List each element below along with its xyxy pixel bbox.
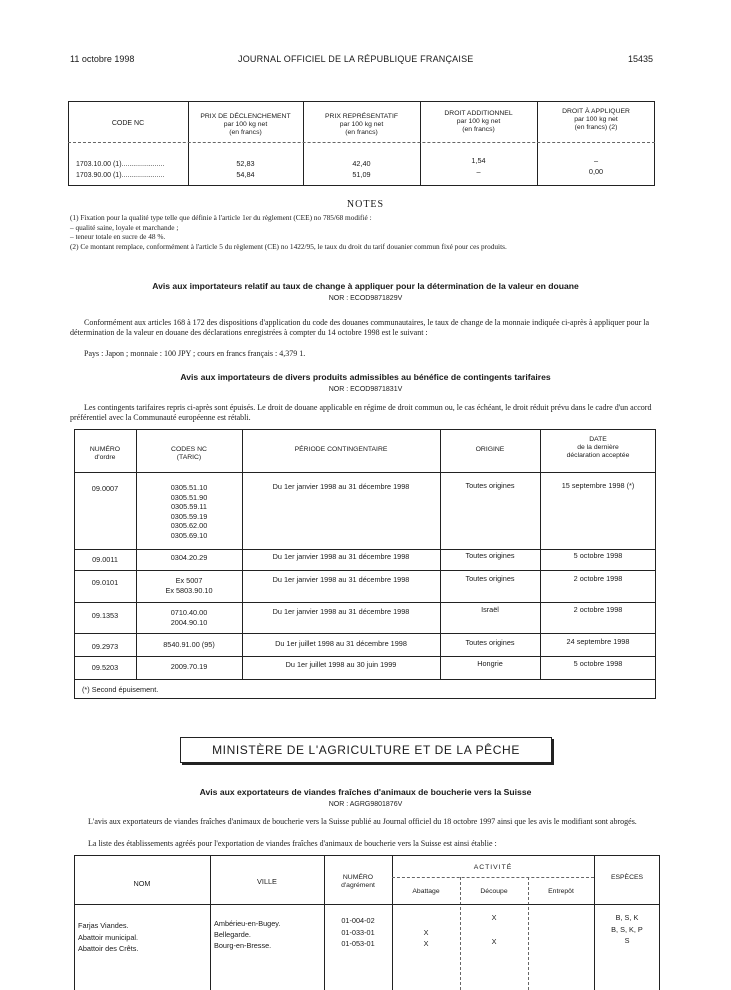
t1-cell: – xyxy=(476,167,481,176)
t1-cell: 52,83 xyxy=(236,159,255,168)
t1-cell: 0,00 xyxy=(588,167,604,176)
table-row: 1703.90.00 (1)...................... xyxy=(76,172,165,179)
t1-cell: 54,84 xyxy=(236,170,255,179)
avis2-title: Avis aux importateurs de divers produits admissibles au bénéfice de contingents tarifaires xyxy=(180,372,551,382)
avis1-paragraph: Conformément aux articles 168 à 172 des dispositions d'application du code des douanes communautaires, le taux de change de la monnaie indiquée ci-après à appliquer pour la détermination de la valeur en douane des déclarations enregistrées à compter du 14 octobre 1998 est le suivant : xyxy=(70,318,650,337)
t3-header-entrepot: Entrepôt xyxy=(548,888,574,895)
avis2-nor: NOR : ECOD9871831V xyxy=(328,386,403,393)
t2-header-date: DATE de la dernière déclaration acceptée xyxy=(566,436,630,459)
t1-header-droit-appliquer: DROIT À APPLIQUER par 100 kg net (en francs) (2) xyxy=(562,108,630,131)
t3-header-numero: NUMÉRO d'agrément xyxy=(341,874,375,889)
header-date: 11 octobre 1998 xyxy=(70,54,135,64)
t1-header-droit-additionnel: DROIT ADDITIONNEL par 100 kg net (en francs) xyxy=(444,110,513,133)
header-journal-title: JOURNAL OFFICIEL DE LA RÉPUBLIQUE FRANÇAISE xyxy=(238,54,474,64)
t1-cell: 42,40 xyxy=(352,159,371,168)
t1-cell: 51,09 xyxy=(352,170,371,179)
avis3-nor: NOR : AGRG9801876V xyxy=(328,801,403,808)
t3-header-decoupe: Découpe xyxy=(480,888,508,895)
t2-header-origine: ORIGINE xyxy=(475,446,505,453)
avis3-paragraph-2: La liste des établissements agréés pour l'exportation de viandes fraîches d'animaux de boucherie vers la Suisse est ainsi établie : xyxy=(88,839,497,848)
t3-header-nom: NOM xyxy=(133,879,151,888)
avis1-nor: NOR : ECOD9871829V xyxy=(328,295,403,302)
avis1-rate: Pays : Japon ; monnaie : 100 JPY ; cours en francs français : 4,379 1. xyxy=(84,349,306,358)
t2-header-periode: PÉRIODE CONTINGENTAIRE xyxy=(294,446,388,453)
avis3-title: Avis aux exportateurs de viandes fraîches d'animaux de boucherie vers la Suisse xyxy=(199,787,532,797)
avis2-paragraph: Les contingents tarifaires repris ci-après sont épuisés. Le droit de douane applicable en régime de droit commun ou, le cas échéant, le droit réduit prévu dans le cadre d'un accord préférentiel avec la Communauté européenne est rétabli. xyxy=(70,403,652,422)
t1-header-code: CODE NC xyxy=(111,120,145,127)
t2-footnote: (*) Second épuisement. xyxy=(82,685,159,694)
t3-header-ville: VILLE xyxy=(257,877,277,886)
t1-header-prix-declenchement: PRIX DE DÉCLENCHEMENT par 100 kg net (en francs) xyxy=(200,113,291,136)
avis3-paragraph-1: L'avis aux exportateurs de viandes fraîches d'animaux de boucherie vers la Suisse publié au Journal officiel du 18 octobre 1997 ainsi que les avis le modifiant sont abrogés. xyxy=(88,817,637,826)
notes-title: NOTES xyxy=(346,199,385,210)
t2-header-codes: CODES NC (TARIC) xyxy=(171,446,207,461)
t3-header-activite: ACTIVITÉ xyxy=(473,864,513,871)
t2-header-numero: NUMÉRO d'ordre xyxy=(89,446,121,461)
t1-header-prix-representatif: PRIX REPRÉSENTATIF par 100 kg net (en francs) xyxy=(324,113,398,136)
t1-cell: 1,54 xyxy=(471,156,486,165)
table-row: 1703.10.00 (1)...................... xyxy=(76,161,165,168)
ministere-heading: MINISTÈRE DE L'AGRICULTURE ET DE LA PÊCHE xyxy=(180,737,552,763)
avis1-title: Avis aux importateurs relatif au taux de change à appliquer pour la détermination de la valeur en douane xyxy=(152,281,579,291)
t1-cell: – xyxy=(593,156,599,165)
t3-header-abattage: Abattage xyxy=(412,888,440,895)
t3-header-especes: ESPÈCES xyxy=(610,874,644,881)
notes-body: (1) Fixation pour la qualité type telle que définie à l'article 1er du règlement (CEE) no 785/68 modifié : – qualité saine, loyale et marchande ; – teneur totale en sucre de 48 %. (2) Ce montant remplace, conformément à l'article 5 du règlement (CE) no 1422/95, le taux du droit du tarif douanier commun fixé pour ces produits. xyxy=(70,213,507,251)
header-page-number: 15435 xyxy=(628,54,654,64)
